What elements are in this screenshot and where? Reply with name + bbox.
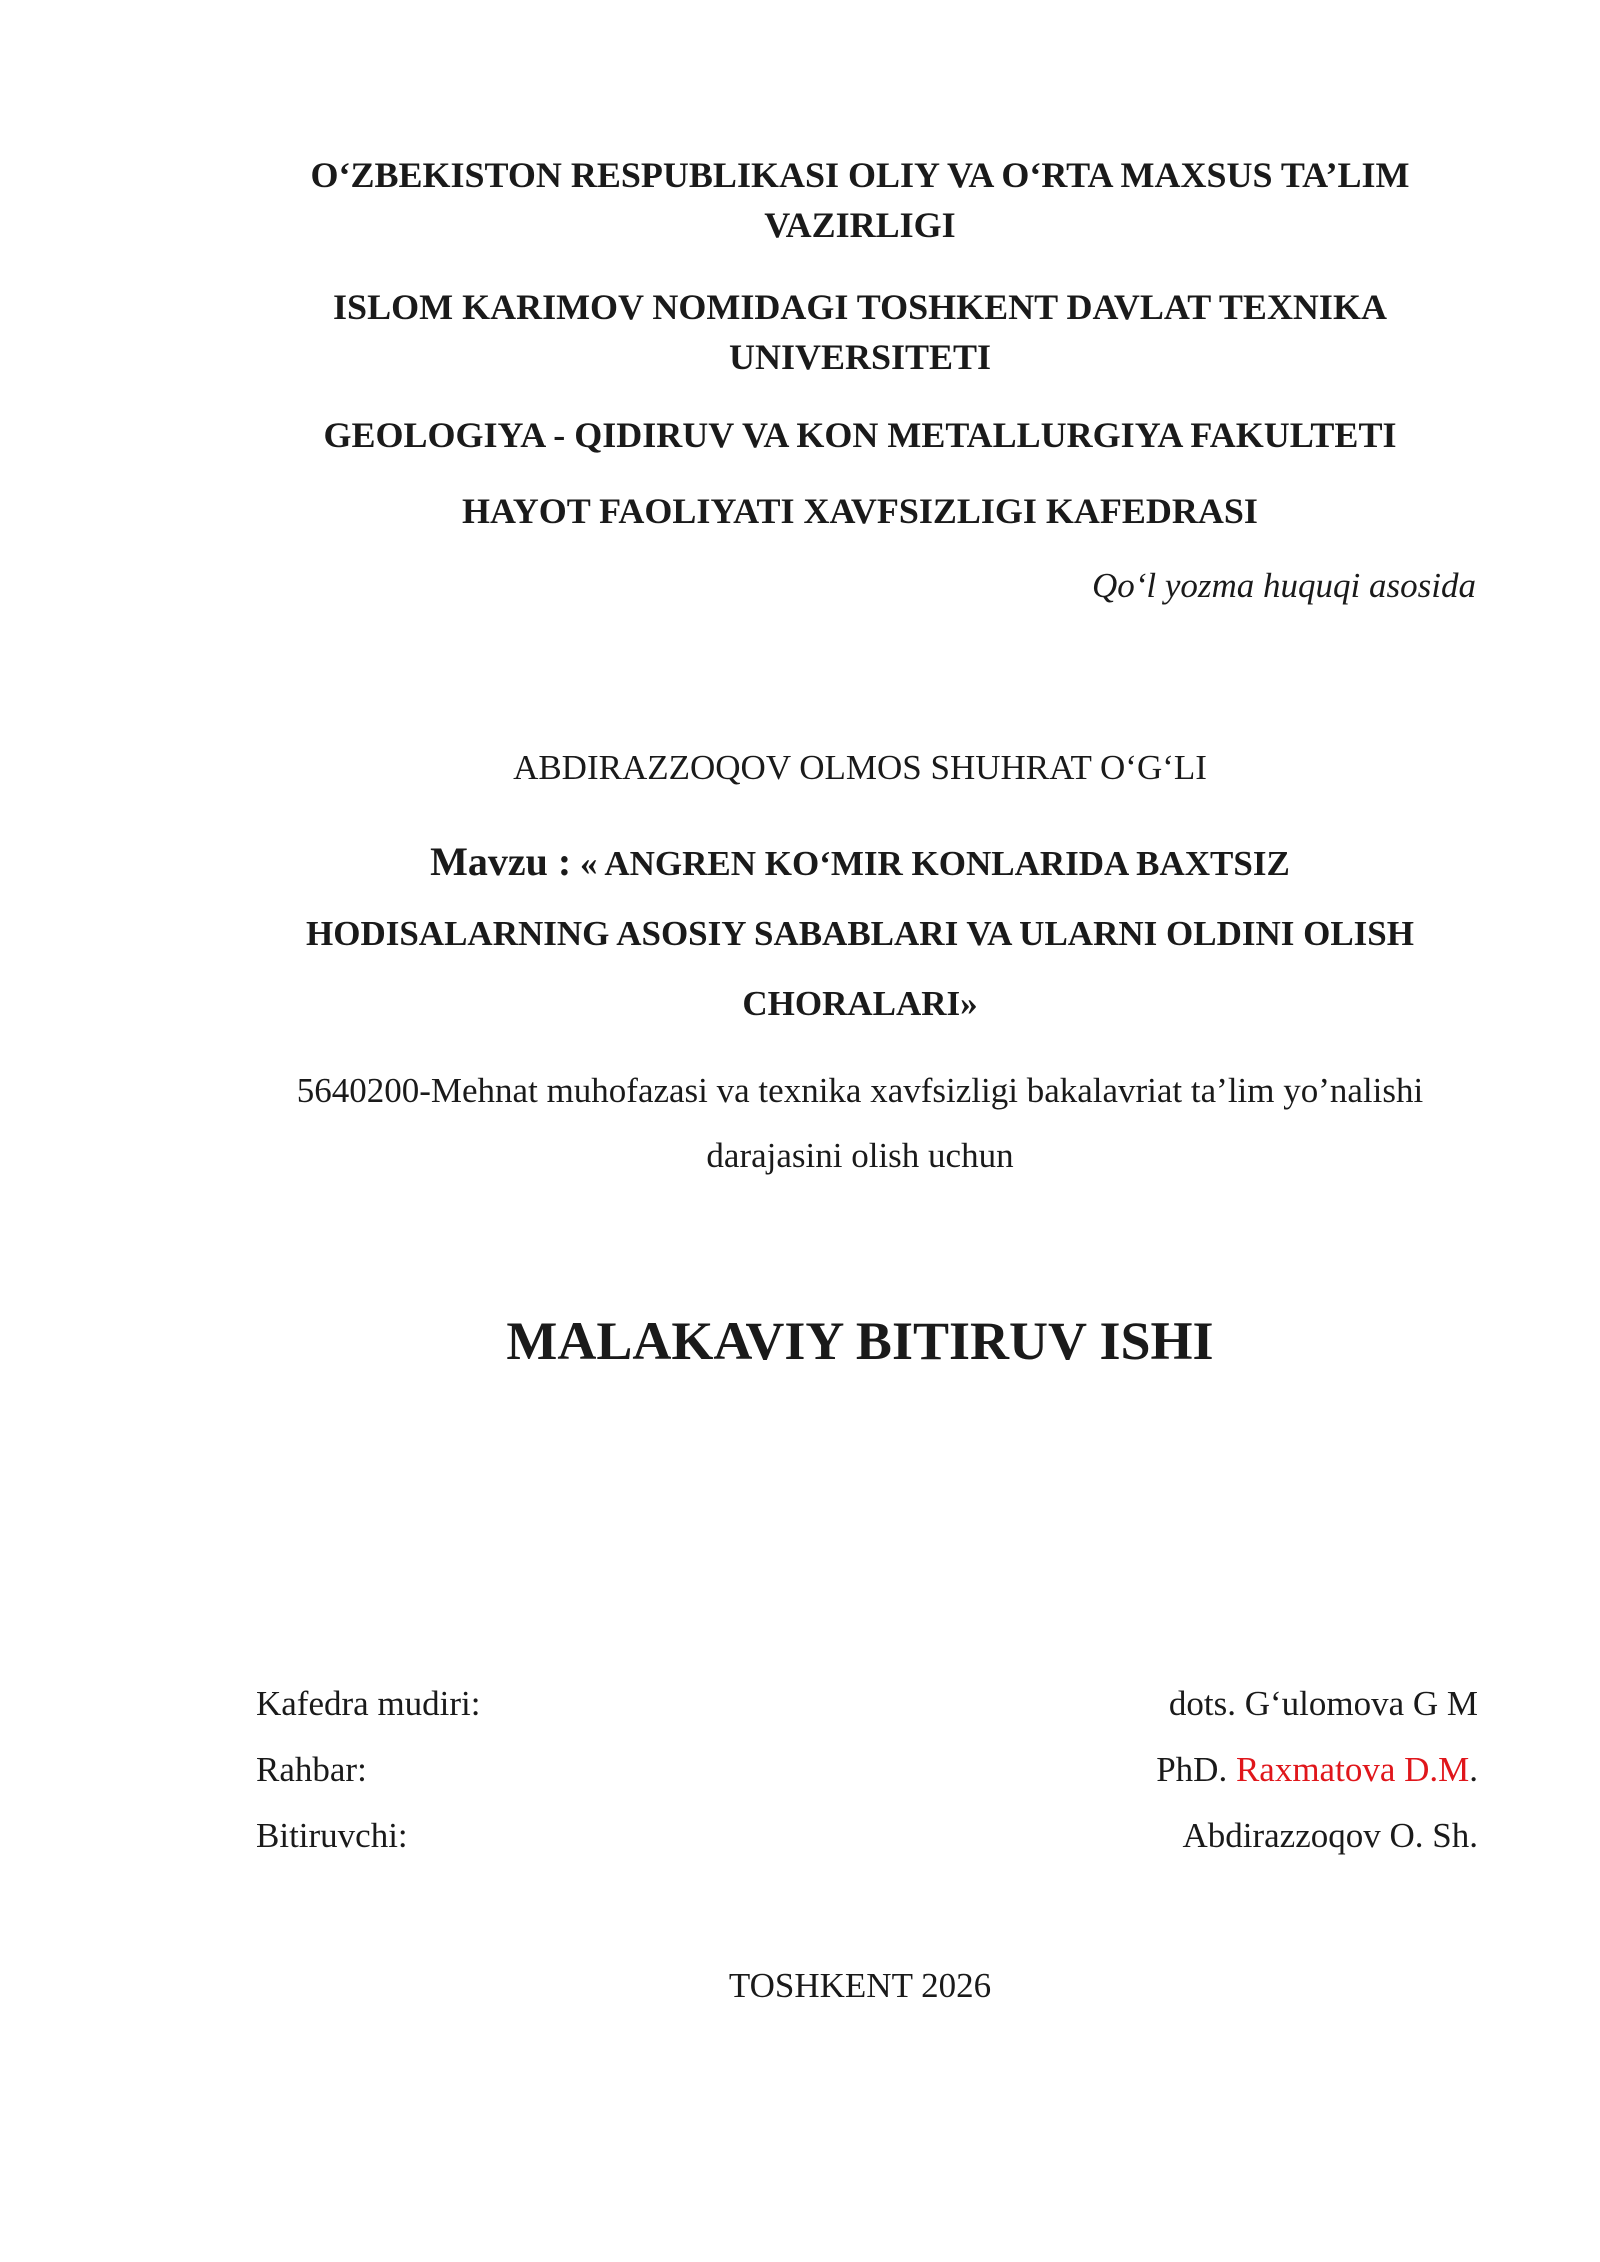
degree-purpose xyxy=(250,1058,1470,1188)
city-and-year: TOSHKENT 2026 xyxy=(728,1966,992,2005)
manuscript-rights-note: Qo‘l yozma huquqi asosida xyxy=(1091,566,1476,605)
ministry-line-2: VAZIRLIGI xyxy=(764,205,956,245)
topic-line-3: CHORALARI» xyxy=(742,984,978,1023)
topic-line-2: HODISALARNING ASOSIY SABABLARI VA ULARNI OLDINI OLISH xyxy=(306,914,1414,953)
author-name: ABDIRAZZOQOV OLMOS SHUHRAT O‘G‘LI xyxy=(513,748,1207,787)
department-heading: HAYOT FAOLIYATI XAVFSIZLIGI KAFEDRASI xyxy=(462,491,1258,531)
signature-name xyxy=(1156,1750,1478,1790)
signature-role: Bitiruvchi: xyxy=(256,1816,408,1855)
name-text: dots. G‘ulomova G M xyxy=(1168,1684,1478,1723)
topic-label: Mavzu : xyxy=(430,839,572,884)
signature-row-supervisor xyxy=(256,1750,1478,1790)
ministry-heading xyxy=(250,150,1470,250)
topic-line-1 xyxy=(250,827,1470,899)
signature-role: Rahbar: xyxy=(256,1750,367,1789)
name-text: Abdirazzoqov O. Sh. xyxy=(1182,1816,1478,1855)
degree-line-1: 5640200-Mehnat muhofazasi va texnika xavfsizligi bakalavriat ta’lim yo’nalishi xyxy=(296,1071,1424,1110)
signature-role: Kafedra mudiri: xyxy=(256,1684,481,1723)
university-line-2: UNIVERSITETI xyxy=(728,337,992,377)
thesis-topic xyxy=(250,827,1470,1039)
ministry-line-1: O‘ZBEKISTON RESPUBLIKASI OLIY VA O‘RTA MAXSUS TA’LIM xyxy=(310,155,1410,195)
name-prefix: PhD. xyxy=(1156,1750,1236,1789)
signature-name xyxy=(1182,1816,1478,1856)
work-title: MALAKAVIY BITIRUV ISHI xyxy=(506,1311,1214,1371)
signature-name xyxy=(1169,1684,1478,1724)
name-suffix: . xyxy=(1469,1750,1478,1789)
university-line-1: ISLOM KARIMOV NOMIDAGI TOSHKENT DAVLAT TEXNIKA xyxy=(333,287,1387,327)
faculty-heading: GEOLOGIYA - QIDIRUV VA KON METALLURGIYA FAKULTETI xyxy=(323,415,1397,455)
name-highlight: Raxmatova D.M xyxy=(1235,1750,1470,1789)
university-heading xyxy=(250,282,1470,382)
signature-row-head-of-department xyxy=(256,1684,1478,1724)
topic-text-1: « ANGREN KO‘MIR KONLARIDA BAXTSIZ xyxy=(571,844,1290,883)
signature-row-graduate xyxy=(256,1816,1478,1856)
degree-line-2: darajasini olish uchun xyxy=(706,1136,1014,1175)
